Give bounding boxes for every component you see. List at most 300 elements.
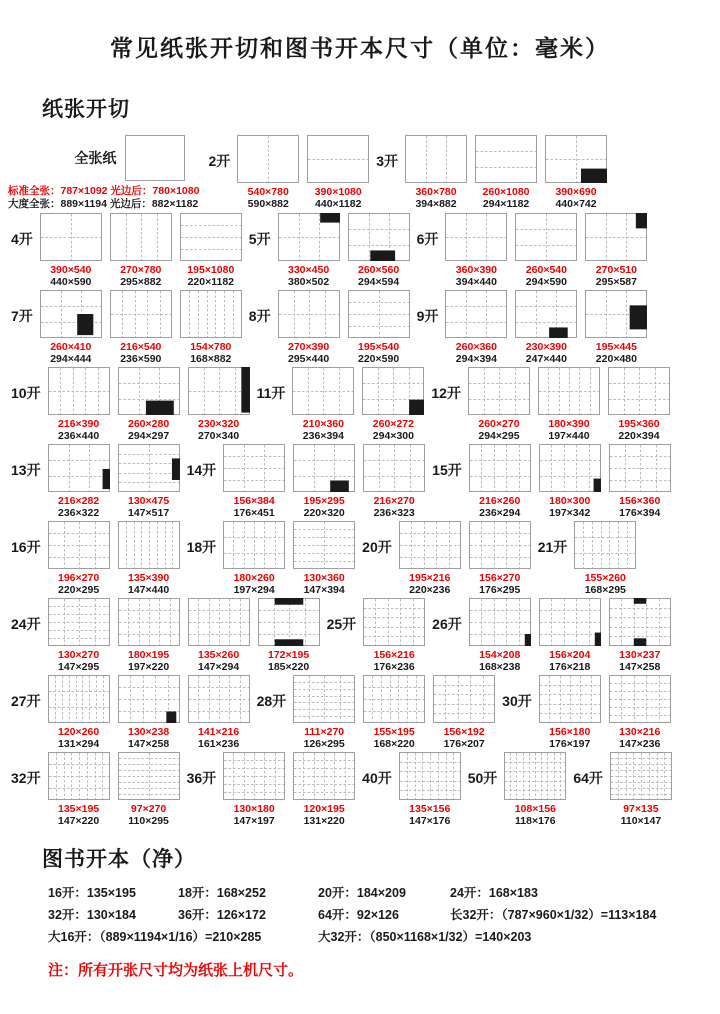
dim-red: 180×390 (548, 418, 590, 430)
book-size-entry: 大32开：（850×1168×1/32）=140×203 (318, 930, 532, 944)
paper-cut-row (8, 290, 720, 365)
cut-cell (539, 444, 601, 519)
book-size-entry: 24开：168×183 (450, 886, 538, 900)
dim-red: 195×445 (595, 341, 637, 353)
cut-diagram (445, 213, 507, 261)
dim-black: 176×207 (443, 738, 485, 750)
cut-diagram (258, 598, 320, 646)
cut-cell (399, 521, 461, 596)
cut-diagram (293, 521, 355, 569)
cut-diagram (475, 135, 537, 183)
dim-black: 161×236 (197, 738, 240, 750)
cut-diagram (118, 675, 180, 723)
dim-black: 236×323 (373, 507, 415, 519)
dim-red: 260×270 (478, 418, 520, 430)
dim-red: 270×510 (595, 264, 637, 276)
cut-diagram (293, 675, 355, 723)
cut-cell (348, 213, 410, 288)
dim-black: 147×220 (57, 815, 100, 827)
cut-diagram (118, 444, 180, 492)
book-size-entry: 16开：135×195 (48, 886, 136, 900)
dim-red: 130×475 (127, 495, 170, 507)
cut-cell (538, 367, 600, 442)
cut-cell (118, 752, 180, 827)
dim-black: 126×295 (303, 738, 345, 750)
dim-black: 394×440 (455, 276, 497, 288)
cut-group-label: 24开 (11, 616, 41, 632)
cut-diagram (433, 675, 495, 723)
cut-group-label: 50开 (467, 770, 498, 786)
dim-black: 295×587 (595, 276, 637, 288)
dim-black: 131×294 (57, 738, 100, 750)
book-size-entry: 32开：130×184 (48, 908, 136, 922)
dim-red: 260×410 (50, 341, 92, 353)
dim-black: 270×340 (197, 430, 240, 442)
dim-red: 156×204 (549, 649, 591, 661)
dim-red: 172×195 (267, 649, 310, 661)
dim-black: 236×590 (120, 353, 162, 365)
book-format-table (48, 883, 720, 945)
dim-black: 147×236 (619, 738, 661, 750)
dim-red: 135×156 (409, 803, 451, 815)
cut-cell (445, 213, 507, 288)
dim-red: 270×390 (288, 341, 330, 353)
dim-red: 156×192 (443, 726, 485, 738)
dim-black: 220×394 (618, 430, 660, 442)
cut-diagram (469, 598, 531, 646)
dim-red: 156×270 (479, 572, 521, 584)
dim-black: 236×440 (57, 430, 100, 442)
cut-cell (363, 598, 425, 673)
cut-cell (293, 521, 355, 596)
cut-cell (278, 213, 340, 288)
cut-diagram (48, 444, 110, 492)
cut-cell (293, 675, 355, 750)
cut-diagram (48, 521, 110, 569)
dim-red: 216×390 (57, 418, 100, 430)
cut-cell (469, 521, 531, 596)
dim-red: 360×390 (455, 264, 497, 276)
dim-black: 131×220 (303, 815, 345, 827)
dim-black: 220×295 (57, 584, 100, 596)
dim-black: 236×294 (479, 507, 521, 519)
cut-group-label: 64开 (573, 770, 603, 786)
dim-black: 176×394 (619, 507, 661, 519)
dim-black: 236×322 (57, 507, 100, 519)
book-size-entry: 64开：92×126 (318, 908, 399, 922)
cut-diagram (292, 367, 354, 415)
cut-group-label: 26开 (432, 616, 462, 632)
cut-cell (48, 752, 110, 827)
dim-black: 220×320 (303, 507, 345, 519)
dim-black: 380×502 (288, 276, 330, 288)
cut-cell (40, 213, 102, 288)
cut-cell (539, 598, 601, 673)
cut-diagram (445, 290, 507, 338)
cut-diagram (48, 367, 110, 415)
cut-group-label: 7开 (11, 308, 33, 324)
cut-diagram (609, 675, 671, 723)
note-text: 注：所有开张尺寸均为纸张上机尺寸。 (48, 962, 304, 979)
book-size-entry: 36开：126×172 (178, 908, 266, 922)
cut-cell (292, 367, 354, 442)
cut-diagram (469, 444, 531, 492)
dim-red: 120×260 (57, 726, 100, 738)
cut-group-label: 4开 (11, 231, 33, 247)
cut-group-label: 32开 (11, 770, 41, 786)
cut-cell (188, 367, 250, 442)
cut-cell (399, 752, 461, 827)
cut-cell (433, 675, 495, 750)
dim-red: 195×1080 (187, 264, 235, 276)
cut-diagram (180, 213, 242, 261)
cut-diagram (293, 752, 355, 800)
dim-black: 147×258 (127, 738, 170, 750)
cut-diagram (237, 135, 299, 183)
cut-cell (362, 367, 424, 442)
cut-diagram (293, 444, 355, 492)
cut-diagram (188, 598, 250, 646)
dim-red: 130×238 (127, 726, 170, 738)
paper-cut-row (8, 213, 720, 288)
dim-red: 111×270 (304, 726, 345, 738)
section-heading-paper-cut: 纸张开切 (42, 98, 130, 121)
cut-diagram (48, 675, 110, 723)
dim-red: 390×540 (50, 264, 92, 276)
dim-red: 360×780 (415, 186, 457, 198)
waste-block (320, 213, 340, 223)
cut-cell (504, 752, 566, 827)
cut-group-label: 5开 (248, 231, 271, 247)
paper-cut-row (8, 752, 720, 827)
dim-black: 295×440 (288, 353, 330, 365)
dim-black: 294×297 (127, 430, 170, 442)
cut-cell (445, 290, 507, 365)
cut-diagram (180, 290, 242, 338)
cut-group-label: 3开 (376, 153, 399, 169)
dim-red: 330×450 (288, 264, 330, 276)
dim-red: 216×282 (57, 495, 100, 507)
dim-red: 260×360 (455, 341, 497, 353)
dim-black: 168×238 (479, 661, 521, 673)
dim-red: 260×560 (358, 264, 400, 276)
dim-black: 147×440 (127, 584, 170, 596)
dim-black: 197×342 (549, 507, 591, 519)
dim-red: 216×540 (120, 341, 162, 353)
dim-black: 236×394 (302, 430, 344, 442)
dim-black: 440×590 (50, 276, 92, 288)
dim-red: 130×270 (57, 649, 100, 661)
waste-block (581, 169, 607, 183)
dim-black: 294×295 (478, 430, 520, 442)
cut-cell (118, 675, 180, 750)
cut-group-label: 13开 (11, 462, 41, 478)
cut-cell (363, 444, 425, 519)
cut-cell (118, 521, 180, 596)
cut-cell (469, 598, 531, 673)
dim-red: 196×270 (57, 572, 100, 584)
cut-group-label: 12开 (431, 385, 461, 401)
dim-red: 155×260 (584, 572, 626, 584)
cut-diagram (539, 444, 601, 492)
cut-group-label: 8开 (248, 308, 271, 324)
cut-diagram (110, 213, 172, 261)
cut-cell (348, 290, 410, 365)
cut-cell (539, 675, 601, 750)
dim-red: 230×390 (525, 341, 567, 353)
fullsheet-red-line: 标准全张：787×1092 光边后：780×1080 (8, 185, 200, 197)
dim-red: 155×195 (373, 726, 415, 738)
cut-diagram (504, 752, 566, 800)
cut-diagram (363, 675, 425, 723)
dim-red: 154×780 (190, 341, 232, 353)
dim-red: 154×208 (479, 649, 521, 661)
cut-group-label: 2开 (208, 153, 231, 169)
cut-cell (585, 213, 647, 288)
cut-group-label: 18开 (186, 539, 217, 555)
cut-cell (223, 521, 285, 596)
cut-diagram (278, 213, 340, 261)
cut-group-label: 27开 (11, 693, 41, 709)
cut-diagram (188, 675, 250, 723)
waste-block (410, 400, 425, 415)
cut-diagram (405, 135, 467, 183)
cut-diagram (118, 367, 180, 415)
cut-group-label: 30开 (502, 693, 532, 709)
cut-cell (609, 675, 671, 750)
dim-black: 197×294 (233, 584, 275, 596)
dim-black: 185×220 (267, 661, 310, 673)
cut-diagram (585, 213, 647, 261)
dim-black: 220×480 (595, 353, 637, 365)
cut-cell (574, 521, 636, 596)
dim-black: 147×517 (127, 507, 170, 519)
waste-block (166, 711, 176, 723)
book-size-entry: 长32开：（787×960×1/32）=113×184 (450, 908, 657, 922)
cut-cell (48, 598, 110, 673)
cut-group-label: 16开 (11, 539, 41, 555)
cut-diagram (40, 290, 102, 338)
section-heading-book-format: 图书开本（净） (42, 848, 196, 871)
paper-cut-row (8, 521, 720, 596)
dim-red: 135×390 (127, 572, 170, 584)
cut-diagram (515, 213, 577, 261)
cut-cell (110, 290, 172, 365)
cut-cell (609, 444, 671, 519)
book-size-entry: 18开：168×252 (178, 886, 266, 900)
dim-black: 110×147 (620, 815, 662, 827)
paper-cut-row (8, 675, 720, 750)
cut-cell (475, 135, 537, 210)
cut-diagram (48, 598, 110, 646)
waste-block (172, 458, 180, 480)
cut-diagram (118, 752, 180, 800)
dim-black: 440×1182 (315, 198, 362, 210)
dim-red: 260×540 (525, 264, 567, 276)
dim-black: 590×882 (247, 198, 289, 210)
cut-cell (545, 135, 607, 210)
cut-cell (118, 598, 180, 673)
cut-diagram (223, 521, 285, 569)
cut-group-label: 36开 (186, 770, 217, 786)
waste-block (145, 401, 173, 415)
cut-group-label: 20开 (362, 539, 392, 555)
cut-cell (40, 290, 102, 365)
cut-cell (223, 752, 285, 827)
cut-cell (118, 444, 180, 519)
dim-black: 220×1182 (187, 276, 235, 288)
cut-diagram (118, 598, 180, 646)
cut-cell (405, 135, 467, 210)
waste-block (102, 469, 109, 489)
cut-group-label: 14开 (186, 462, 217, 478)
dim-red: 108×156 (514, 803, 556, 815)
cut-cell (118, 367, 180, 442)
cut-diagram (608, 367, 670, 415)
cut-diagram (539, 598, 601, 646)
dim-red: 390×690 (555, 186, 597, 198)
dim-black: 147×295 (57, 661, 100, 673)
waste-block (274, 639, 303, 646)
cut-diagram (515, 290, 577, 338)
dim-red: 230×320 (197, 418, 240, 430)
dim-red: 156×384 (233, 495, 275, 507)
cut-group-label: 6开 (416, 231, 439, 247)
cut-diagram (538, 367, 600, 415)
dim-black: 147×394 (303, 584, 345, 596)
dim-black: 176×451 (233, 507, 275, 519)
dim-black: 147×176 (409, 815, 451, 827)
cut-cell (307, 135, 369, 210)
waste-block (634, 598, 646, 604)
cut-cell (610, 752, 672, 827)
waste-block (634, 638, 646, 646)
cut-diagram (468, 367, 530, 415)
paper-cut-row (8, 444, 720, 519)
paper-cut-row (8, 598, 720, 673)
cut-cell (469, 444, 531, 519)
dim-black: 294×444 (50, 353, 92, 365)
waste-block (630, 305, 647, 329)
cut-diagram (362, 367, 424, 415)
dim-black: 247×440 (525, 353, 567, 365)
waste-block (593, 479, 600, 492)
dim-red: 156×360 (619, 495, 661, 507)
dim-red: 130×216 (619, 726, 661, 738)
waste-block (525, 634, 531, 646)
dim-black: 220×236 (409, 584, 451, 596)
waste-block (370, 250, 395, 261)
cut-cell (188, 675, 250, 750)
dim-red: 260×280 (127, 418, 170, 430)
dim-black: 176×218 (549, 661, 591, 673)
dim-red: 130×180 (233, 803, 275, 815)
cut-diagram (307, 135, 369, 183)
dim-black: 147×294 (197, 661, 240, 673)
cut-group-label: 40开 (362, 770, 392, 786)
cut-group-label: 10开 (11, 385, 41, 401)
cut-cell (48, 675, 110, 750)
dim-red: 180×195 (127, 649, 170, 661)
dim-black: 168×295 (584, 584, 626, 596)
book-size-entry: 大16开：（889×1194×1/16）=210×285 (48, 930, 262, 944)
cut-cell (515, 290, 577, 365)
cut-cell (48, 521, 110, 596)
cut-group-label: 11开 (256, 385, 286, 401)
cut-cell (237, 135, 299, 210)
dim-red: 216×260 (479, 495, 521, 507)
dim-red: 216×270 (373, 495, 415, 507)
waste-block (241, 367, 250, 413)
dim-red: 180×300 (549, 495, 591, 507)
cut-diagram (125, 135, 185, 181)
cut-diagram (348, 290, 410, 338)
cut-diagram (188, 367, 250, 415)
cut-diagram (110, 290, 172, 338)
cut-cell (585, 290, 647, 365)
dim-black: 294×590 (525, 276, 567, 288)
cut-diagram (609, 598, 671, 646)
paper-cut-row (8, 135, 720, 211)
dim-red: 195×360 (618, 418, 660, 430)
cut-group-label: 21开 (537, 539, 568, 555)
cut-cell (468, 367, 530, 442)
cut-cell (188, 598, 250, 673)
fullsheet-label: 全张纸 (74, 150, 117, 166)
dim-red: 540×780 (247, 186, 289, 198)
dim-red: 270×780 (120, 264, 162, 276)
dim-black: 294×1182 (482, 198, 530, 210)
cut-diagram (118, 521, 180, 569)
dim-red: 120×195 (303, 803, 345, 815)
cut-cell (110, 213, 172, 288)
dim-red: 260×272 (372, 418, 414, 430)
cut-cell (608, 367, 670, 442)
cut-group-label: 25开 (326, 616, 357, 632)
waste-block (274, 598, 303, 605)
cut-diagram (278, 290, 340, 338)
cut-cell (609, 598, 671, 673)
cut-cell (180, 213, 242, 288)
cut-cell (515, 213, 577, 288)
dim-black: 176×197 (549, 738, 591, 750)
cut-diagram (545, 135, 607, 183)
dim-red: 195×216 (409, 572, 451, 584)
cut-group-label: 15开 (432, 462, 462, 478)
dim-black: 220×590 (358, 353, 400, 365)
dim-black: 176×236 (373, 661, 415, 673)
dim-black: 176×295 (479, 584, 521, 596)
dim-black: 118×176 (515, 815, 556, 827)
dim-red: 390×1080 (314, 186, 362, 198)
dim-black: 394×882 (415, 198, 457, 210)
dim-black: 440×742 (555, 198, 597, 210)
dim-red: 180×260 (233, 572, 275, 584)
cut-cell (363, 675, 425, 750)
cut-group-label: 28开 (256, 693, 287, 709)
dim-black: 147×258 (619, 661, 661, 673)
dim-red: 130×237 (619, 649, 661, 661)
dim-black: 294×594 (358, 276, 400, 288)
dim-black: 147×197 (233, 815, 275, 827)
waste-block (549, 327, 568, 338)
dim-black: 168×220 (373, 738, 415, 750)
paper-cut-grid (8, 135, 720, 827)
cut-cell (223, 444, 285, 519)
dim-red: 210×360 (302, 418, 344, 430)
dim-red: 130×360 (303, 572, 345, 584)
page-title: 常见纸张开切和图书开本尺寸（单位：毫米） (110, 35, 610, 61)
